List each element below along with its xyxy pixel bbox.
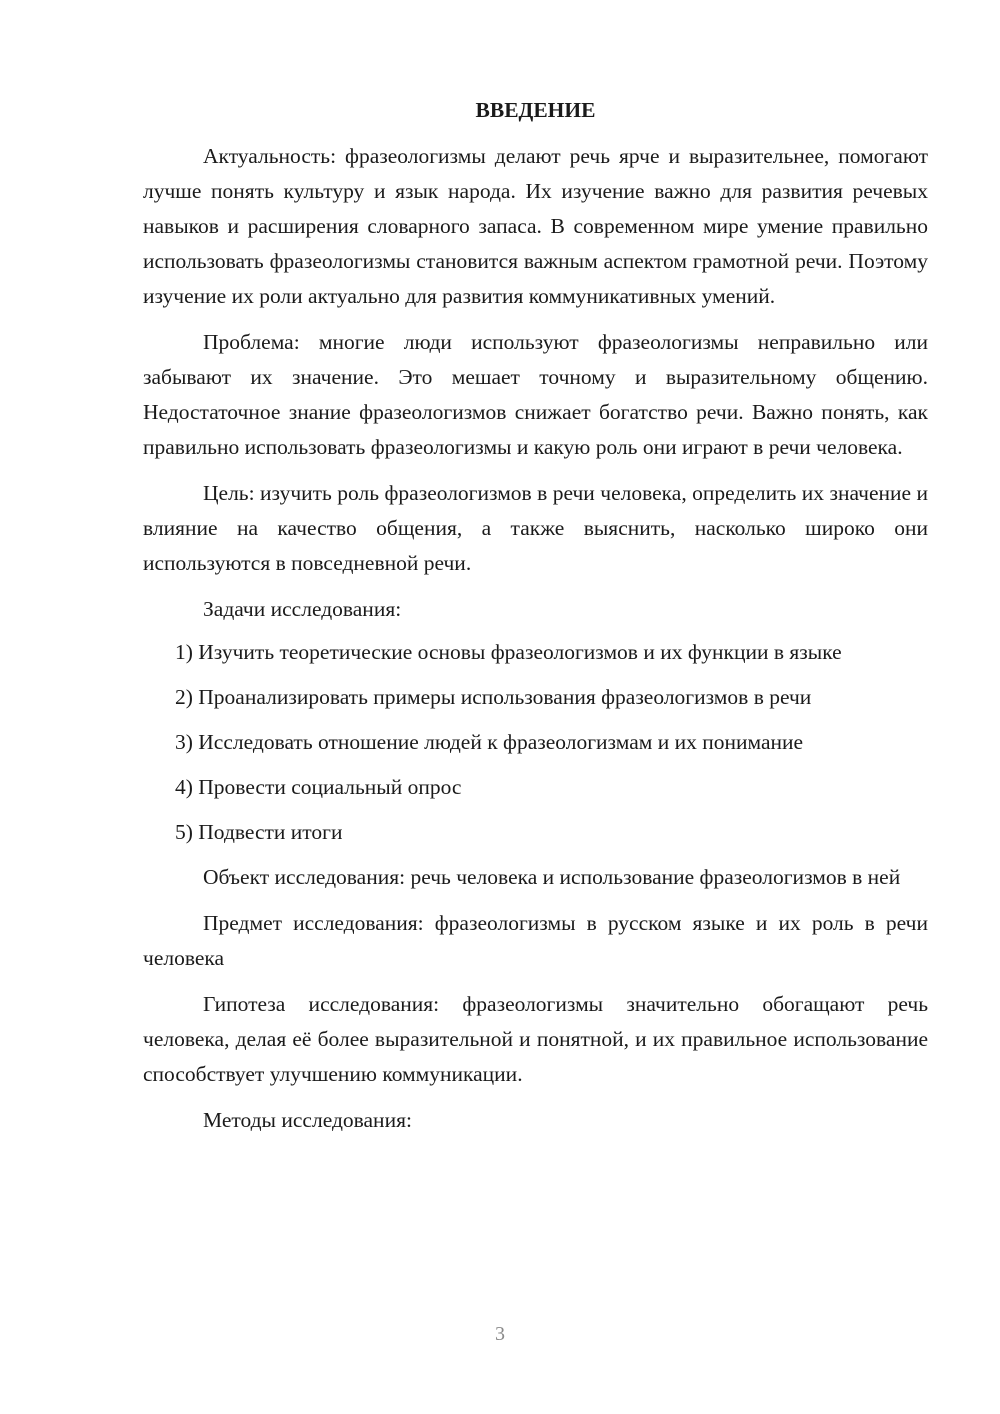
paragraph-relevance: Актуальность: фразеологизмы делают речь ярче и выразительнее, помогают лучше понять культуру и язык народа. Их изучение важно для развития речевых навыков и расширения словарного запаса. В современном мире умение правильно использовать фразеологизмы становится важным аспектом грамотной речи. Поэтому изучение их роли актуально для развития коммуникативных умений. xyxy=(143,144,928,308)
page-number: 3 xyxy=(495,1323,505,1345)
task-item: 2) Проанализировать примеры использования фразеологизмов в речи xyxy=(175,685,812,709)
paragraph-hypothesis: Гипотеза исследования: фразеологизмы значительно обогащают речь человека, делая её более выразительной и понятной, и их правильное использование способствует улучшению коммуникации. xyxy=(143,992,928,1086)
task-item: 1) Изучить теоретические основы фразеологизмов и их функции в языке xyxy=(175,640,842,664)
paragraph-subject: Предмет исследования: фразеологизмы в русском языке и их роль в речи человека xyxy=(143,911,928,970)
paragraph-goal: Цель: изучить роль фразеологизмов в речи человека, определить их значение и влияние на качество общения, а также выяснить, насколько широко они используются в повседневной речи. xyxy=(143,481,928,575)
paragraph-problem: Проблема: многие люди используют фразеологизмы неправильно или забывают их значение. Это мешает точному и выразительному общению. Недостаточное знание фразеологизмов снижает богатство речи. Важно понять, как правильно использовать фразеологизмы и какую роль они играют в речи человека. xyxy=(143,330,928,459)
task-item: 5) Подвести итоги xyxy=(175,820,343,844)
page-title: ВВЕДЕНИЕ xyxy=(475,98,596,122)
task-item: 4) Провести социальный опрос xyxy=(175,775,462,799)
tasks-heading: Задачи исследования: xyxy=(203,597,402,621)
paragraph-object: Объект исследования: речь человека и использование фразеологизмов в ней xyxy=(203,865,901,889)
task-item: 3) Исследовать отношение людей к фразеологизмам и их понимание xyxy=(175,730,804,754)
methods-heading: Методы исследования: xyxy=(203,1108,412,1132)
document-page xyxy=(143,96,928,1149)
